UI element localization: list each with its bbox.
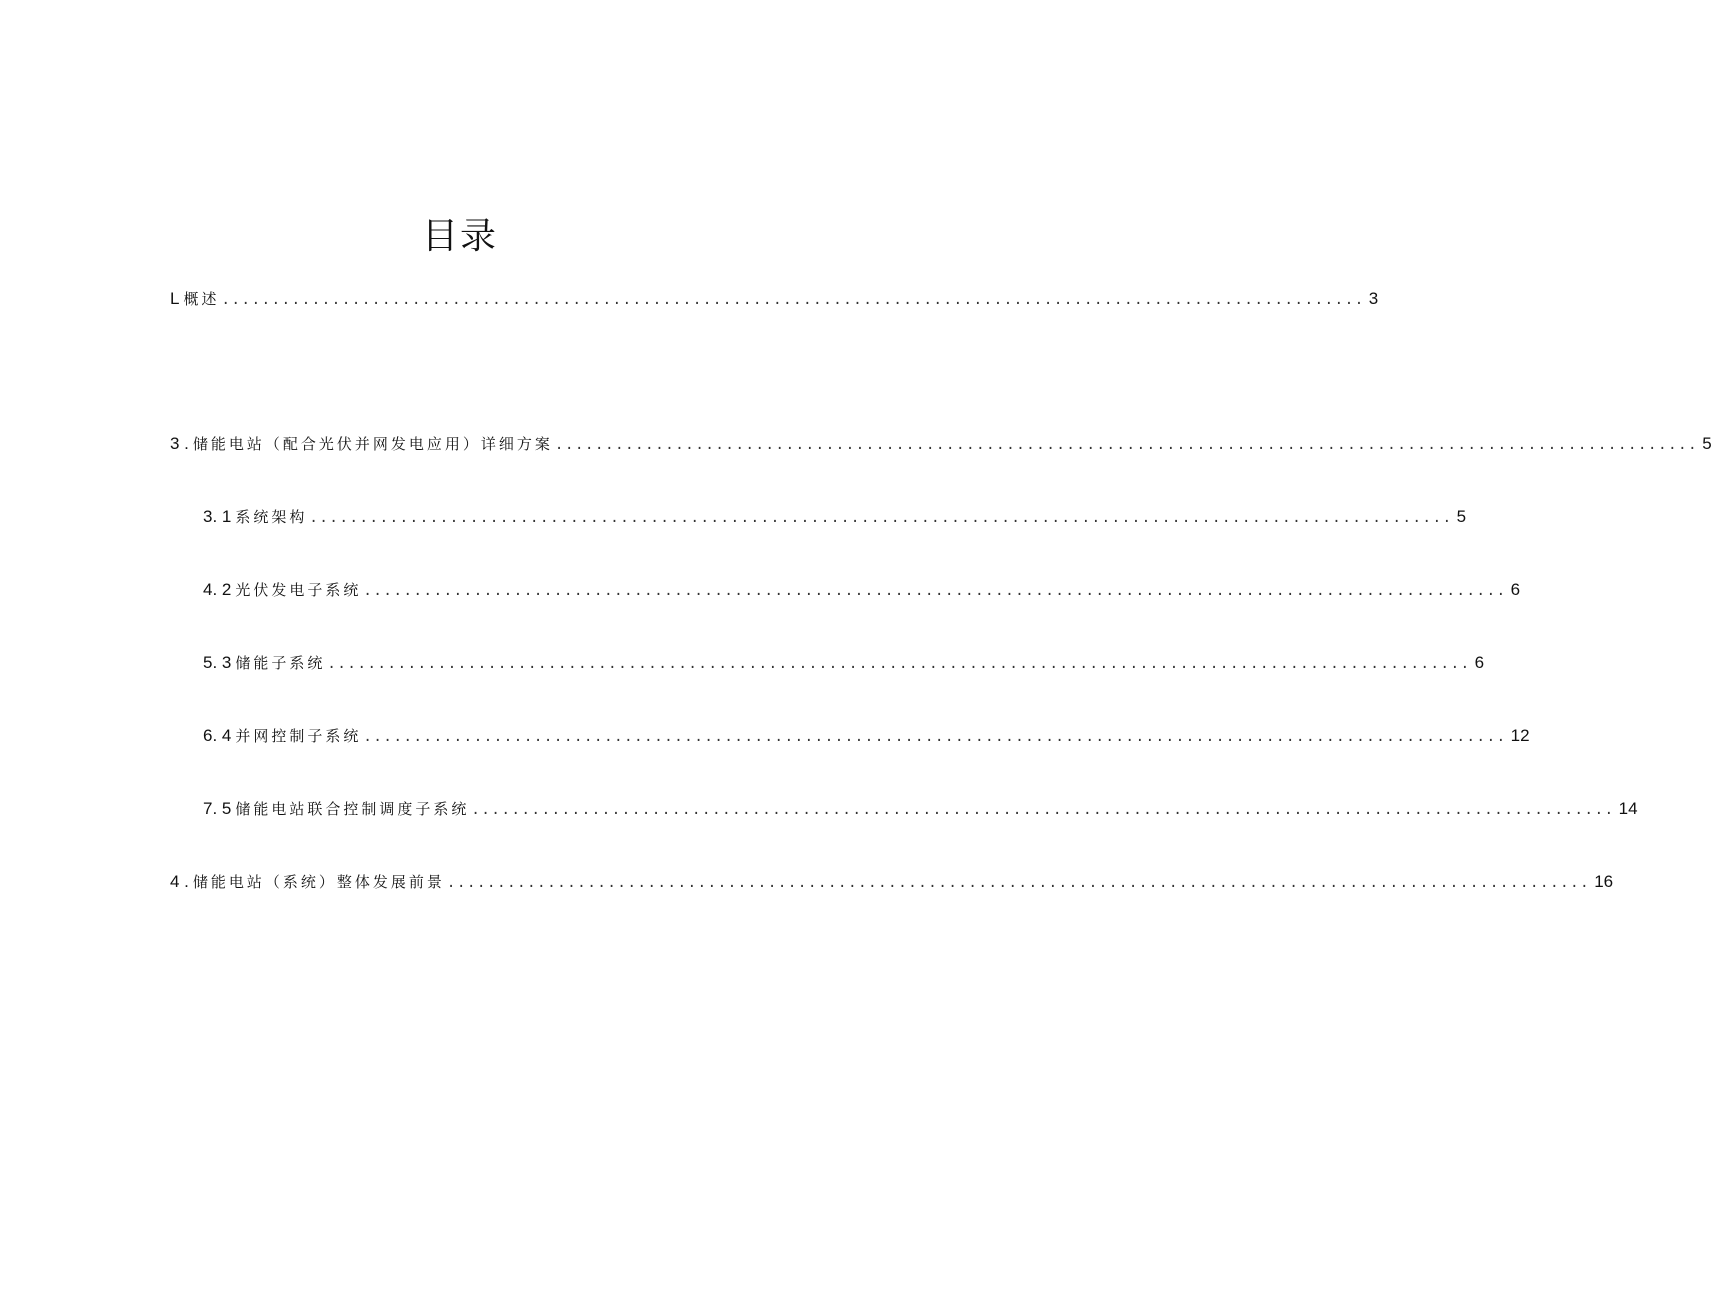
- toc-entry-number: 6. 4: [203, 726, 232, 745]
- toc-entry-page: 5: [1702, 434, 1712, 453]
- toc-entry-pv-subsystem[interactable]: [203, 578, 1521, 602]
- toc-entry-joint-dispatch-subsystem[interactable]: [203, 797, 1638, 821]
- toc-entry-page: 16: [1594, 872, 1614, 891]
- dot-leader: ..................................................................................................................: [327, 656, 1471, 672]
- toc-entry-page: 14: [1618, 799, 1638, 818]
- toc-entry-page: 5: [1456, 507, 1467, 526]
- toc-entry-storage-subsystem[interactable]: [203, 651, 1485, 675]
- toc-entry-system-architecture[interactable]: [203, 505, 1467, 529]
- toc-entry-number: 7. 5: [203, 799, 232, 818]
- toc-entry-number: 3. 1: [203, 507, 232, 526]
- toc-entry-number: 5. 3: [203, 653, 232, 672]
- dot-leader: ..................................................................................................................: [221, 292, 1365, 308]
- toc-entry-label: 储能电站联合控制调度子系统: [235, 800, 470, 818]
- toc-entry-overview[interactable]: [170, 287, 1379, 311]
- toc-entry-label: 光伏发电子系统: [235, 581, 362, 599]
- toc-entry-page: 6: [1510, 580, 1521, 599]
- toc-entry-number: L: [170, 289, 180, 308]
- toc-entry-grid-control-subsystem[interactable]: [203, 724, 1530, 748]
- dot-leader: ..................................................................................................................: [309, 510, 1453, 526]
- toc-entry-label: 储能子系统: [235, 654, 326, 672]
- toc-entry-page: 12: [1510, 726, 1530, 745]
- toc-entry-development-prospects[interactable]: [170, 870, 1614, 894]
- toc-entry-number: 4 .: [170, 872, 189, 891]
- toc-entry-page: 6: [1474, 653, 1485, 672]
- toc-entry-number: 3 .: [170, 434, 189, 453]
- toc-entry-label: 系统架构: [235, 508, 308, 526]
- dot-leader: ..................................................................................................................: [446, 875, 1591, 891]
- toc-entry-detailed-plan[interactable]: [170, 432, 1712, 456]
- dot-leader: ..................................................................................................................: [363, 583, 1507, 599]
- toc-entry-label: 概述: [183, 290, 220, 308]
- toc-entry-page: 3: [1368, 289, 1379, 308]
- toc-entry-number: 4. 2: [203, 580, 232, 599]
- toc-title: 目录: [421, 216, 498, 257]
- toc-entry-label: 储能电站（配合光伏并网发电应用）详细方案: [192, 435, 553, 453]
- dot-leader: ..................................................................................................................: [363, 729, 1507, 745]
- toc-entry-label: 并网控制子系统: [235, 727, 362, 745]
- dot-leader: ..................................................................................................................: [471, 802, 1615, 818]
- dot-leader: ..................................................................................................................: [554, 437, 1699, 453]
- toc-entry-label: 储能电站（系统）整体发展前景: [192, 873, 445, 891]
